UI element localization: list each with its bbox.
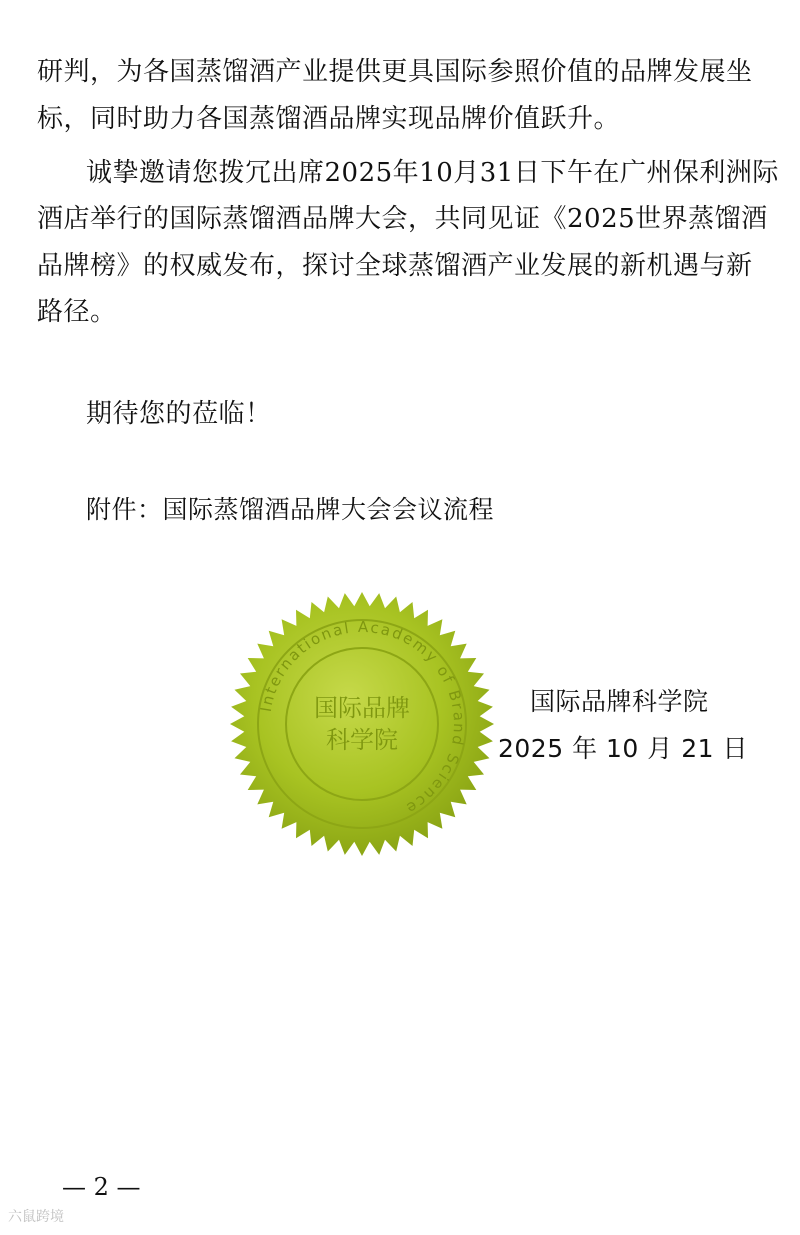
paragraph-2-line-4: 路径。 xyxy=(37,297,117,327)
signature-organization: 国际品牌科学院 xyxy=(530,687,709,716)
attachment-note: 附件：国际蒸馏酒品牌大会会议流程 xyxy=(86,495,495,524)
paragraph-2-line-2: 酒店举行的国际蒸馏酒品牌大会，共同见证《2025世界蒸馏酒 xyxy=(37,204,768,234)
seal-center-line-1: 国际品牌 xyxy=(314,694,410,722)
signature-date: 2025 年 10 月 21 日 xyxy=(498,734,748,763)
watermark-logo: 六鼠跨境 xyxy=(8,1209,64,1225)
paragraph-1-line-2: 标，同时助力各国蒸馏酒品牌实现品牌价值跃升。 xyxy=(37,104,621,134)
official-seal xyxy=(228,590,496,858)
closing-remark: 期待您的莅临！ xyxy=(86,399,272,429)
paragraph-1-line-1: 研判，为各国蒸馏酒产业提供更具国际参照价值的品牌发展坐 xyxy=(37,57,753,87)
seal-center-line-2: 科学院 xyxy=(326,726,398,754)
page-number: — 2 — xyxy=(62,1173,141,1201)
seal-ring-text: International Academy of Brand Science xyxy=(256,617,469,819)
paragraph-2-line-3: 品牌榜》的权威发布，探讨全球蒸馏酒产业发展的新机遇与新 xyxy=(37,251,753,281)
paragraph-2-line-1: 诚挚邀请您拨冗出席2025年10月31日下午在广州保利洲际 xyxy=(86,158,779,188)
